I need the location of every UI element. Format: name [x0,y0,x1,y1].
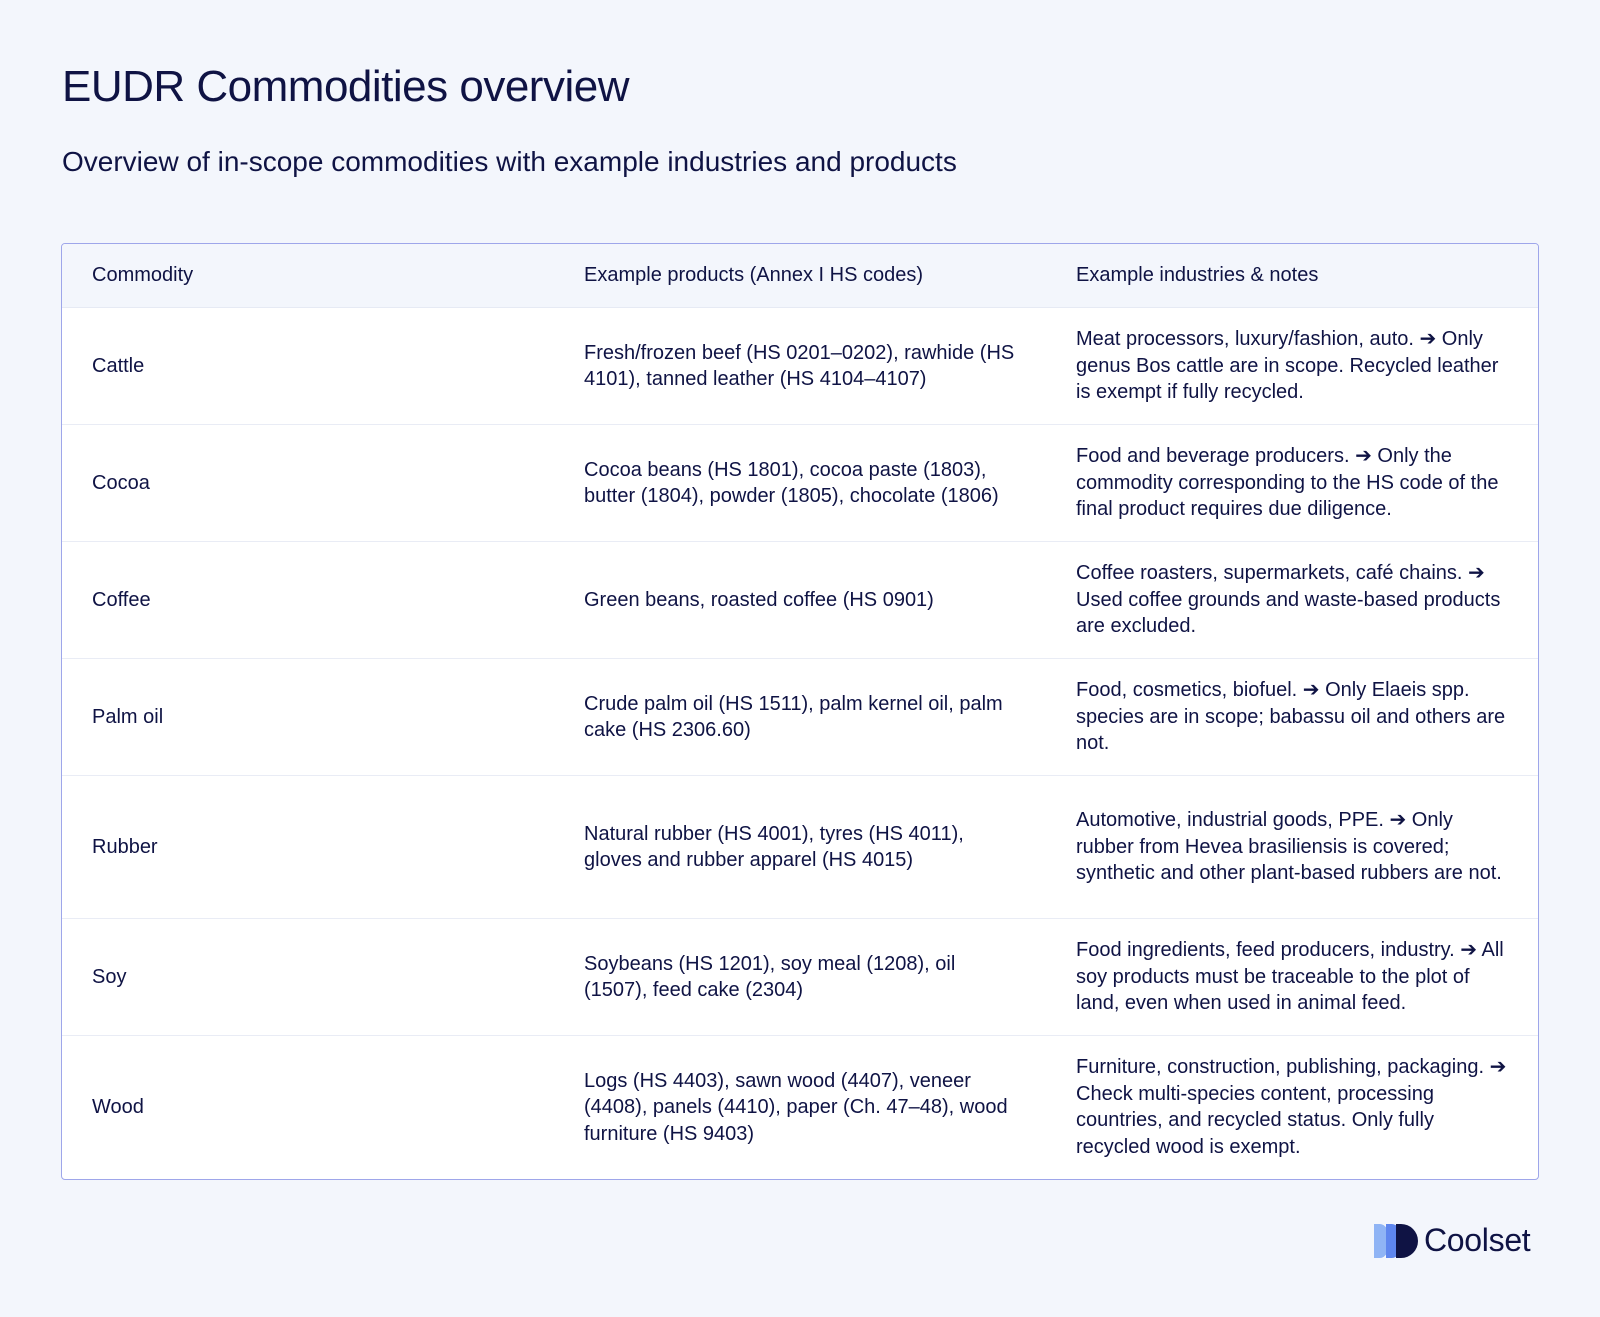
cell-notes: Meat processors, luxury/fashion, auto. ➔ Only genus Bos cattle are in scope. Recycled leather is exempt if fully recycled. [1046,308,1538,425]
table-row [62,776,1538,919]
table-body [62,308,1538,1179]
table-row [62,919,1538,1036]
cell-commodity: Coffee [62,542,554,659]
cell-products: Crude palm oil (HS 1511), palm kernel oil, palm cake (HS 2306.60) [554,659,1046,776]
table-row [62,425,1538,542]
commodities-table-container [61,243,1539,1180]
cell-commodity: Rubber [62,776,554,919]
cell-commodity: Cattle [62,308,554,425]
coolset-logo-icon [1374,1224,1418,1258]
cell-products: Green beans, roasted coffee (HS 0901) [554,542,1046,659]
column-header-commodity: Commodity [62,244,554,308]
brand-logo [1374,1222,1530,1259]
table-header [62,244,1538,308]
cell-products: Natural rubber (HS 4001), tyres (HS 4011), gloves and rubber apparel (HS 4015) [554,776,1046,919]
page-title: EUDR Commodities overview [62,62,629,111]
cell-products: Soybeans (HS 1201), soy meal (1208), oil (1507), feed cake (2304) [554,919,1046,1036]
cell-products: Logs (HS 4403), sawn wood (4407), veneer (4408), panels (4410), paper (Ch. 47–48), wood furniture (HS 9403) [584,1069,1008,1145]
commodities-table [62,244,1538,1179]
cell-notes: Furniture, construction, publishing, packaging. ➔ Check multi-species content, processing countries, and recycled status. Only fully recycled wood is exempt. [1076,1056,1507,1158]
table-row [62,659,1538,776]
cell-notes: Automotive, industrial goods, PPE. ➔ Only rubber from Hevea brasiliensis is covered; synthetic and other plant-based rubbers are not. [1046,776,1538,919]
cell-notes: Food ingredients, feed producers, industry. ➔ All soy products must be traceable to the plot of land, even when used in animal feed. [1046,919,1538,1036]
page-subtitle: Overview of in-scope commodities with example industries and products [62,146,957,177]
table-row [62,308,1538,425]
cell-commodity: Soy [62,919,554,1036]
cell-notes: Food and beverage producers. ➔ Only the commodity corresponding to the HS code of the final product requires due diligence. [1046,425,1538,542]
table-row [62,542,1538,659]
column-header-products: Example products (Annex I HS codes) [554,244,1046,308]
table-row [62,1036,1538,1179]
cell-products: Fresh/frozen beef (HS 0201–0202), rawhide (HS 4101), tanned leather (HS 4104–4107) [554,308,1046,425]
cell-commodity: Wood [92,1096,144,1118]
cell-notes: Coffee roasters, supermarkets, café chains. ➔ Used coffee grounds and waste-based products are excluded. [1046,542,1538,659]
brand-name: Coolset [1424,1222,1531,1258]
column-header-notes: Example industries & notes [1046,244,1538,308]
cell-commodity: Palm oil [62,659,554,776]
cell-products: Cocoa beans (HS 1801), cocoa paste (1803), butter (1804), powder (1805), chocolate (1806) [554,425,1046,542]
cell-notes: Food, cosmetics, biofuel. ➔ Only Elaeis spp. species are in scope; babassu oil and others are not. [1046,659,1538,776]
table-header-row [62,244,1538,308]
cell-commodity: Cocoa [62,425,554,542]
